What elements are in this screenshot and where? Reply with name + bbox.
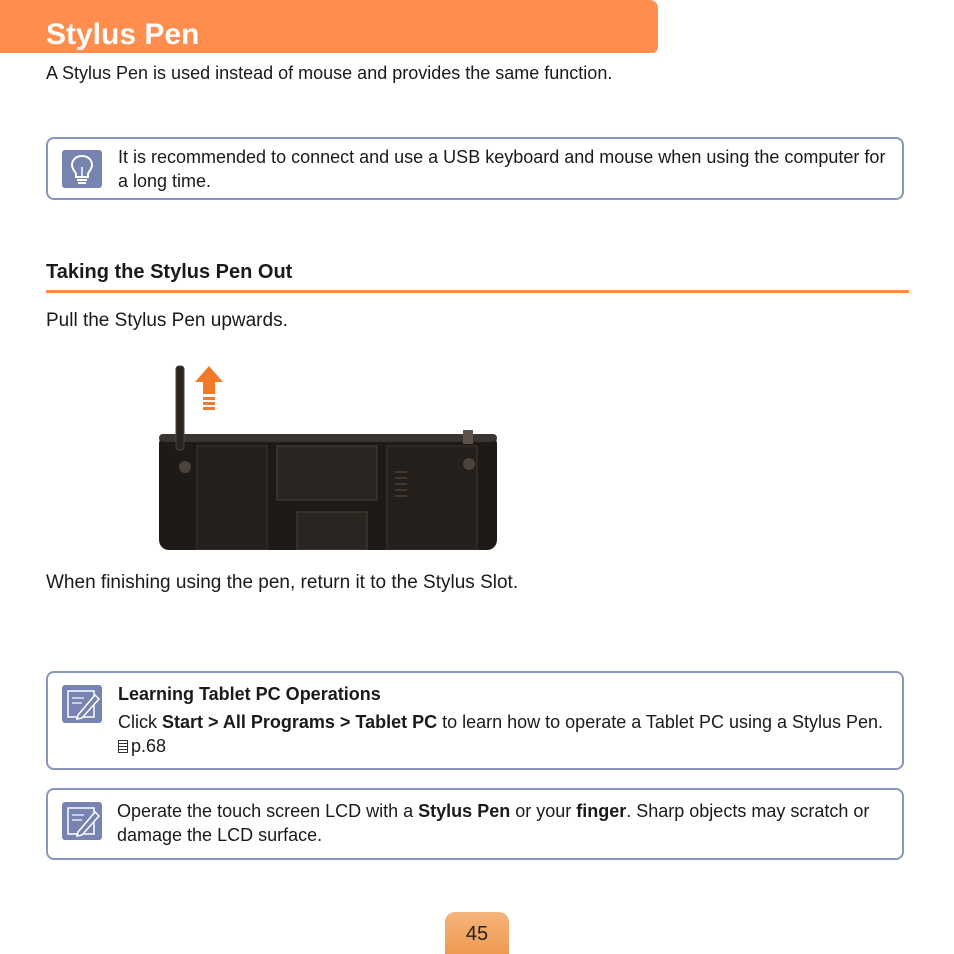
note2-text-b: or your xyxy=(510,801,577,821)
page-title: Stylus Pen xyxy=(46,18,200,51)
stylus-slot-figure xyxy=(157,362,499,550)
note-heading: Learning Tablet PC Operations xyxy=(118,684,381,704)
page-ref-link[interactable]: p.68 xyxy=(131,736,167,756)
note2-bold-finger: finger xyxy=(576,801,627,821)
page-number: 45 xyxy=(465,923,489,945)
note-text-touch-screen xyxy=(117,799,888,847)
tip-box xyxy=(46,137,904,200)
intro-text: A Stylus Pen is used instead of mouse and provides the same function. xyxy=(46,63,613,83)
note-menu-path: Start > All Programs > Tablet PC xyxy=(162,712,438,732)
section-divider xyxy=(46,290,909,293)
pencil-note-icon xyxy=(62,685,102,723)
note-text-tablet-ops xyxy=(118,682,888,758)
note-box-tablet-ops xyxy=(46,671,904,770)
pencil-note-icon xyxy=(62,802,102,840)
section-heading: Taking the Stylus Pen Out xyxy=(46,261,293,283)
step-pull-text: Pull the Stylus Pen upwards. xyxy=(46,310,288,331)
page-ref-icon xyxy=(118,740,128,753)
step-return-text: When finishing using the pen, return it to the Stylus Slot. xyxy=(46,572,519,593)
note-box-touch-screen xyxy=(46,788,904,860)
note2-bold-stylus: Stylus Pen xyxy=(418,801,511,821)
note2-text-c: . Sharp objects may scratch or damage the LCD surface. xyxy=(117,801,870,845)
note2-text-a: Operate the touch screen LCD with a xyxy=(117,801,419,821)
note-text-mid: to learn how to operate a Tablet PC using a Stylus Pen. xyxy=(437,712,884,732)
tip-text: It is recommended to connect and use a USB keyboard and mouse when using the computer for a long time. xyxy=(118,147,886,191)
note-text-prefix: Click xyxy=(118,712,162,732)
lightbulb-icon xyxy=(62,150,102,188)
